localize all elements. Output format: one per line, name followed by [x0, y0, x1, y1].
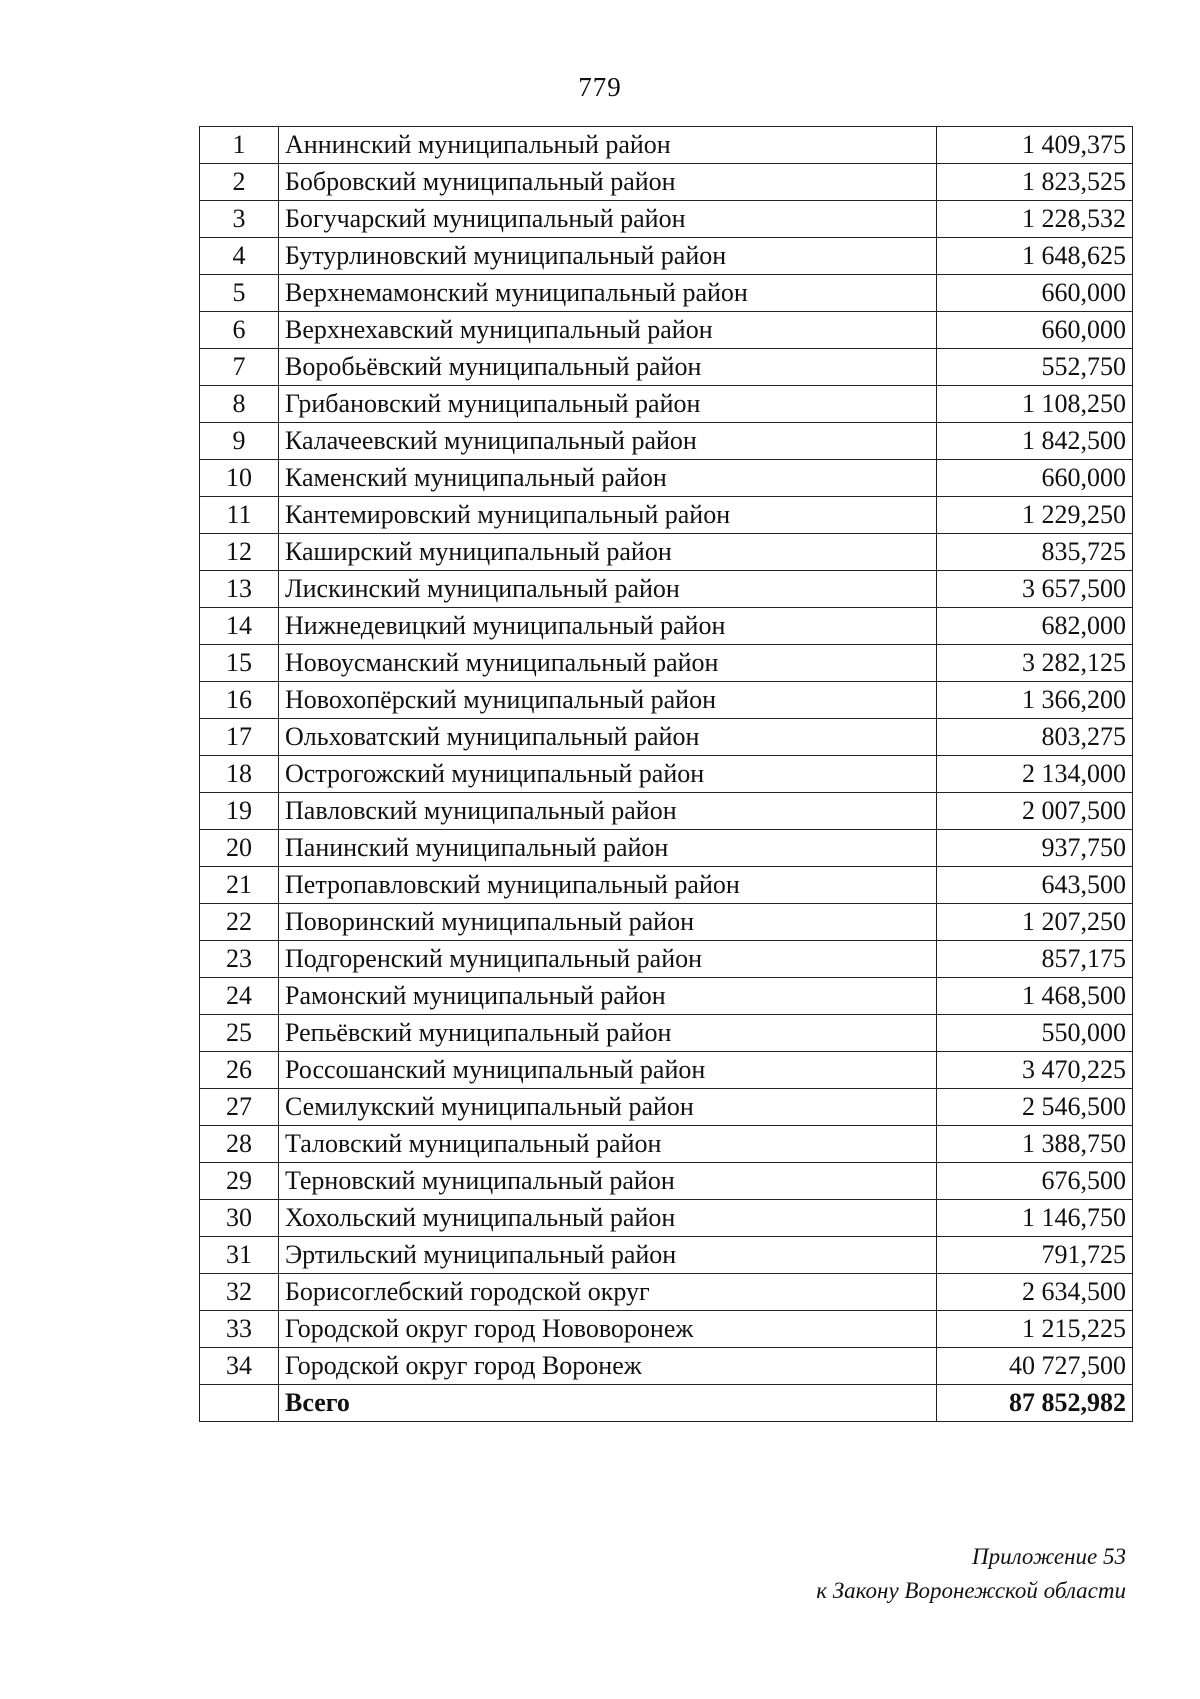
- municipality-name: Острогожский муниципальный район: [279, 756, 937, 793]
- table-row: [200, 1052, 1133, 1089]
- row-number: 16: [200, 682, 279, 719]
- table-row: [200, 682, 1133, 719]
- row-number: 15: [200, 645, 279, 682]
- table-row: [200, 1311, 1133, 1348]
- row-number: 14: [200, 608, 279, 645]
- municipality-name: Подгоренский муниципальный район: [279, 941, 937, 978]
- municipality-name: Новохопёрский муниципальный район: [279, 682, 937, 719]
- municipality-name: Воробьёвский муниципальный район: [279, 349, 937, 386]
- municipality-name: Панинский муниципальный район: [279, 830, 937, 867]
- row-number: 12: [200, 534, 279, 571]
- municipality-name: Городской округ город Воронеж: [279, 1348, 937, 1385]
- total-row: [200, 1385, 1133, 1422]
- municipality-name: Бутурлиновский муниципальный район: [279, 238, 937, 275]
- table-row: [200, 571, 1133, 608]
- row-number: 9: [200, 423, 279, 460]
- row-number: 13: [200, 571, 279, 608]
- municipality-name: Петропавловский муниципальный район: [279, 867, 937, 904]
- table-row: [200, 1126, 1133, 1163]
- amount-value: 1 842,500: [937, 423, 1133, 460]
- appendix-title: Приложение 53: [971, 1544, 1126, 1569]
- amount-value: 1 409,375: [937, 127, 1133, 164]
- table-row: [200, 497, 1133, 534]
- table-row: [200, 127, 1133, 164]
- row-number: 5: [200, 275, 279, 312]
- municipality-name: Аннинский муниципальный район: [279, 127, 937, 164]
- total-value: 87 852,982: [937, 1385, 1133, 1422]
- row-number: 7: [200, 349, 279, 386]
- amount-value: 1 215,225: [937, 1311, 1133, 1348]
- row-number: 29: [200, 1163, 279, 1200]
- amount-value: 643,500: [937, 867, 1133, 904]
- municipality-name: Лискинский муниципальный район: [279, 571, 937, 608]
- budget-table: [199, 126, 1133, 1422]
- municipality-name: Верхнемамонский муниципальный район: [279, 275, 937, 312]
- table-body: [200, 127, 1133, 1422]
- row-number: 31: [200, 1237, 279, 1274]
- amount-value: 40 727,500: [937, 1348, 1133, 1385]
- amount-value: 803,275: [937, 719, 1133, 756]
- amount-value: 676,500: [937, 1163, 1133, 1200]
- municipality-name: Бобровский муниципальный район: [279, 164, 937, 201]
- amount-value: 1 207,250: [937, 904, 1133, 941]
- row-number: 28: [200, 1126, 279, 1163]
- amount-value: 1 823,525: [937, 164, 1133, 201]
- amount-value: 1 468,500: [937, 978, 1133, 1015]
- municipality-name: Борисоглебский городской округ: [279, 1274, 937, 1311]
- row-number: 10: [200, 460, 279, 497]
- municipality-name: Хохольский муниципальный район: [279, 1200, 937, 1237]
- row-number: 23: [200, 941, 279, 978]
- amount-value: 835,725: [937, 534, 1133, 571]
- total-number-cell: [200, 1385, 279, 1422]
- municipality-name: Калачеевский муниципальный район: [279, 423, 937, 460]
- table-row: [200, 830, 1133, 867]
- appendix-note: [816, 1540, 1126, 1608]
- row-number: 30: [200, 1200, 279, 1237]
- municipality-name: Ольховатский муниципальный район: [279, 719, 937, 756]
- municipality-name: Таловский муниципальный район: [279, 1126, 937, 1163]
- table-row: [200, 164, 1133, 201]
- amount-value: 682,000: [937, 608, 1133, 645]
- municipality-name: Россошанский муниципальный район: [279, 1052, 937, 1089]
- table-row: [200, 460, 1133, 497]
- page-number: 779: [578, 72, 622, 102]
- table-row: [200, 238, 1133, 275]
- row-number: 6: [200, 312, 279, 349]
- amount-value: 3 282,125: [937, 645, 1133, 682]
- amount-value: 3 470,225: [937, 1052, 1133, 1089]
- row-number: 22: [200, 904, 279, 941]
- row-number: 33: [200, 1311, 279, 1348]
- municipality-name: Верхнехавский муниципальный район: [279, 312, 937, 349]
- row-number: 25: [200, 1015, 279, 1052]
- row-number: 19: [200, 793, 279, 830]
- table-row: [200, 1274, 1133, 1311]
- row-number: 4: [200, 238, 279, 275]
- row-number: 1: [200, 127, 279, 164]
- table-row: [200, 867, 1133, 904]
- total-label: Всего: [279, 1385, 937, 1422]
- municipality-name: Каменский муниципальный район: [279, 460, 937, 497]
- row-number: 17: [200, 719, 279, 756]
- municipality-name: Эртильский муниципальный район: [279, 1237, 937, 1274]
- amount-value: 2 546,500: [937, 1089, 1133, 1126]
- amount-value: 2 634,500: [937, 1274, 1133, 1311]
- table-row: [200, 608, 1133, 645]
- row-number: 21: [200, 867, 279, 904]
- amount-value: 550,000: [937, 1015, 1133, 1052]
- table-row: [200, 941, 1133, 978]
- table-row: [200, 1163, 1133, 1200]
- table-row: [200, 756, 1133, 793]
- table-row: [200, 1237, 1133, 1274]
- amount-value: 1 108,250: [937, 386, 1133, 423]
- row-number: 26: [200, 1052, 279, 1089]
- amount-value: 857,175: [937, 941, 1133, 978]
- amount-value: 1 229,250: [937, 497, 1133, 534]
- table-row: [200, 349, 1133, 386]
- appendix-subtitle: к Закону Воронежской области: [816, 1578, 1126, 1603]
- table-row: [200, 1089, 1133, 1126]
- row-number: 20: [200, 830, 279, 867]
- municipality-name: Павловский муниципальный район: [279, 793, 937, 830]
- row-number: 32: [200, 1274, 279, 1311]
- amount-value: 1 648,625: [937, 238, 1133, 275]
- amount-value: 1 388,750: [937, 1126, 1133, 1163]
- table-row: [200, 423, 1133, 460]
- row-number: 24: [200, 978, 279, 1015]
- amount-value: 660,000: [937, 460, 1133, 497]
- table-row: [200, 1015, 1133, 1052]
- amount-value: 3 657,500: [937, 571, 1133, 608]
- municipality-name: Богучарский муниципальный район: [279, 201, 937, 238]
- table-row: [200, 645, 1133, 682]
- table-row: [200, 386, 1133, 423]
- amount-value: 1 366,200: [937, 682, 1133, 719]
- municipality-name: Кантемировский муниципальный район: [279, 497, 937, 534]
- municipality-name: Новоусманский муниципальный район: [279, 645, 937, 682]
- table-row: [200, 1348, 1133, 1385]
- municipality-name: Каширский муниципальный район: [279, 534, 937, 571]
- table-row: [200, 719, 1133, 756]
- row-number: 34: [200, 1348, 279, 1385]
- amount-value: 1 228,532: [937, 201, 1133, 238]
- amount-value: 660,000: [937, 275, 1133, 312]
- municipality-name: Репьёвский муниципальный район: [279, 1015, 937, 1052]
- municipality-name: Поворинский муниципальный район: [279, 904, 937, 941]
- amount-value: 2 007,500: [937, 793, 1133, 830]
- municipality-name: Рамонский муниципальный район: [279, 978, 937, 1015]
- table-row: [200, 978, 1133, 1015]
- amount-value: 660,000: [937, 312, 1133, 349]
- municipality-name: Терновский муниципальный район: [279, 1163, 937, 1200]
- amount-value: 791,725: [937, 1237, 1133, 1274]
- municipality-name: Городской округ город Нововоронеж: [279, 1311, 937, 1348]
- table-row: [200, 904, 1133, 941]
- row-number: 11: [200, 497, 279, 534]
- table-row: [200, 201, 1133, 238]
- municipality-name: Нижнедевицкий муниципальный район: [279, 608, 937, 645]
- amount-value: 1 146,750: [937, 1200, 1133, 1237]
- table-row: [200, 793, 1133, 830]
- row-number: 8: [200, 386, 279, 423]
- municipality-name: Грибановский муниципальный район: [279, 386, 937, 423]
- amount-value: 552,750: [937, 349, 1133, 386]
- table-row: [200, 534, 1133, 571]
- row-number: 27: [200, 1089, 279, 1126]
- row-number: 3: [200, 201, 279, 238]
- amount-value: 2 134,000: [937, 756, 1133, 793]
- table-row: [200, 312, 1133, 349]
- row-number: 18: [200, 756, 279, 793]
- table-row: [200, 1200, 1133, 1237]
- row-number: 2: [200, 164, 279, 201]
- table-row: [200, 275, 1133, 312]
- amount-value: 937,750: [937, 830, 1133, 867]
- municipality-name: Семилукский муниципальный район: [279, 1089, 937, 1126]
